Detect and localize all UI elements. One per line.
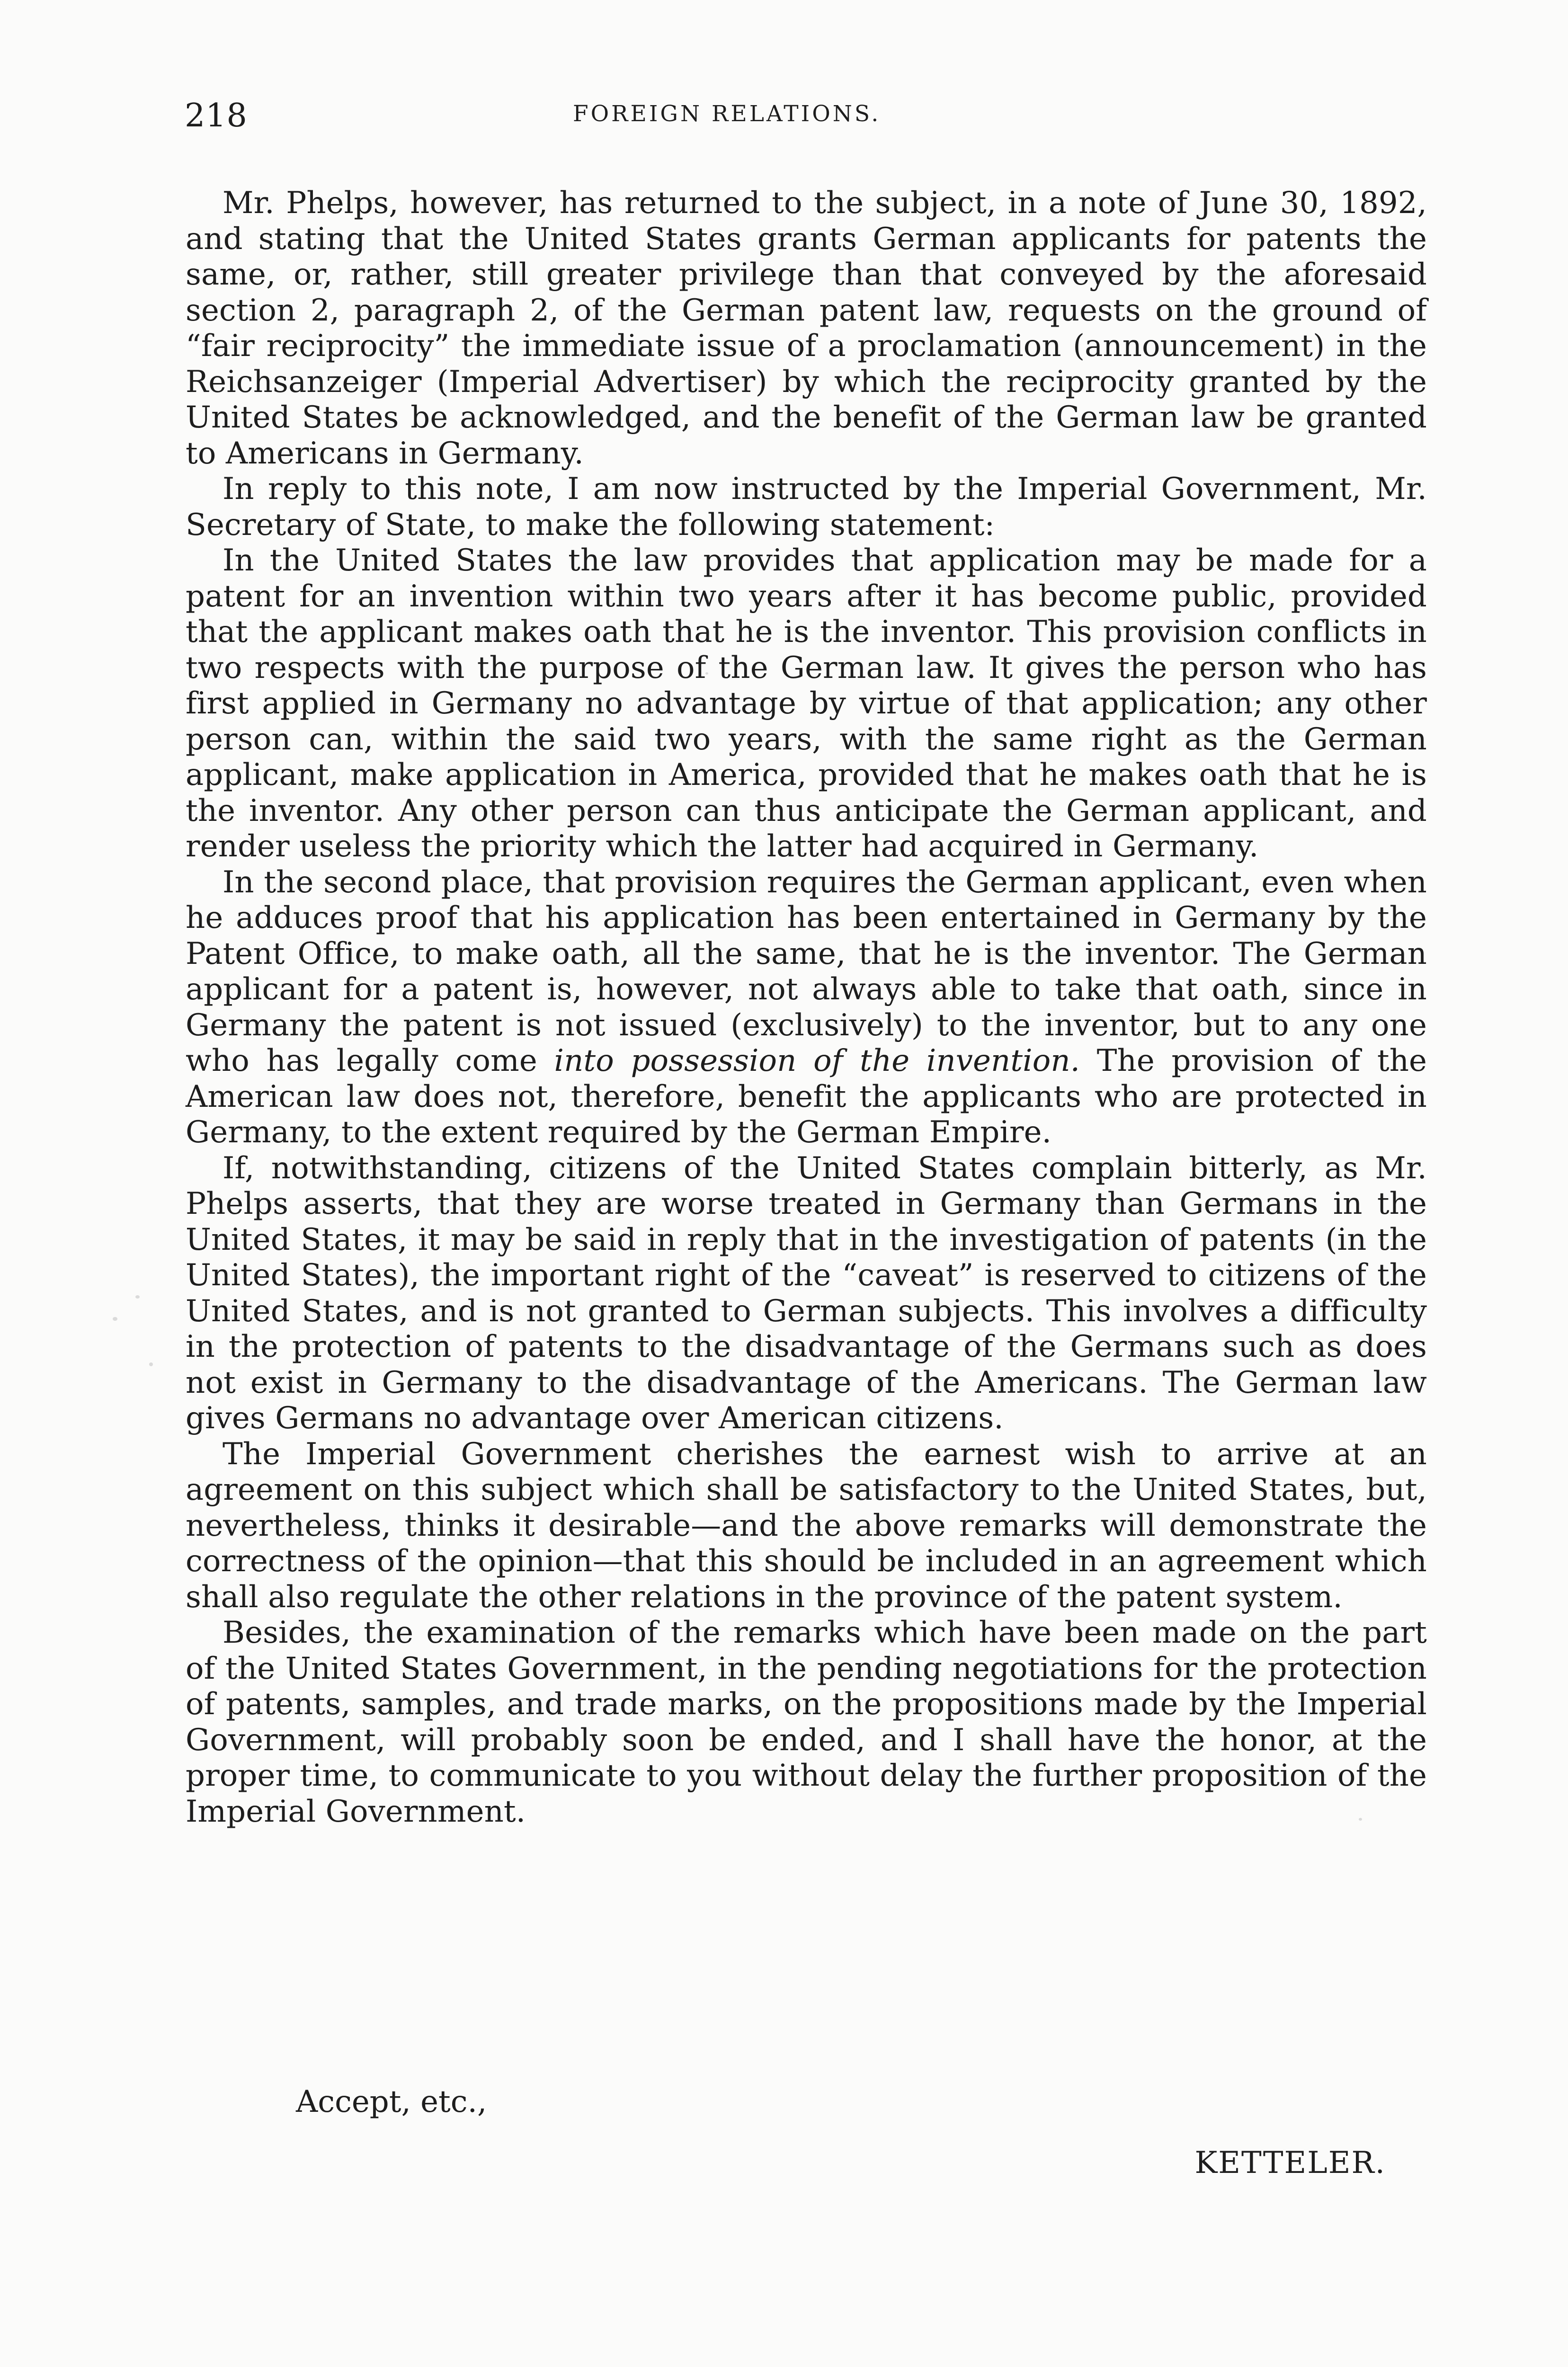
letter-body	[186, 186, 1427, 1830]
paragraph-reply-instruction: In reply to this note, I am now instructed by the Imperial Government, Mr. Secretary of State, to make the following statement:	[186, 472, 1427, 543]
paragraph-second-place-continuation: The provision of the American law does not, therefore, benefit the applicants who are protected in Germany, to the extent required by the German Empire.	[186, 1043, 1427, 1150]
paragraph-united-states-law: In the United States the law provides that application may be made for a patent for an invention within two years after it has become public, provided that the applicant makes oath that he is the inventor. This provision conflicts in two respects with the purpose of the German law. It gives the person who has first applied in Germany no advantage by virtue of that application; any other person can, within the said two years, with the same right as the German applicant, make application in America, provided that he makes oath that he is the inventor. Any other person can thus anticipate the German applicant, and render useless the priority which the latter had acquired in Germany.	[186, 543, 1427, 864]
scan-speckle	[113, 1317, 117, 1321]
paragraph-phelps-note: Mr. Phelps, however, has returned to the subject, in a note of June 30, 1892, and stating that the United States grants German applicants for patents the same, or, rather, still greater privilege than that conveyed by the aforesaid section 2, paragraph 2, of the German patent law, requests on the ground of “fair reciprocity” the immediate issue of a proclamation (announcement) in the Reichsanzeiger (Imperial Advertiser) by which the reciprocity granted by the United States be acknowledged, and the benefit of the German law be granted to Americans in Germany.	[186, 186, 1427, 471]
signature: KETTELER.	[1194, 2145, 1386, 2180]
paragraph-second-place-text: In the second place, that provision requires the German applicant, even when he adduces proof that his application has been entertained in Germany by the Patent Office, to make oath, all the same, that he is the inventor. The German applicant for a patent is, however, not always able to take that oath, since in Germany the patent is not issued (exclusively) to the inventor, but to any one who has legally come	[186, 864, 1427, 1078]
italic-possession-phrase: into possession of the invention.	[554, 1043, 1080, 1078]
scan-speckle	[149, 1362, 153, 1366]
paragraph-negotiations: Besides, the examination of the remarks which have been made on the part of the United States Government, in the pending negotiations for the protection of patents, samples, and trade marks, on the propositions made by the Imperial Government, will probably soon be ended, and I shall have the honor, at the proper time, to communicate to you without delay the further proposition of the Imperial Government.	[186, 1615, 1427, 1829]
scan-speckle	[705, 672, 708, 675]
page-number: 218	[185, 97, 248, 134]
closing-line: Accept, etc.,	[296, 2084, 487, 2119]
paragraph-second-place	[186, 865, 1427, 1151]
paragraph-agreement-wish: The Imperial Government cherishes the earnest wish to arrive at an agreement on this subject which shall be satisfactory to the United States, but, nevertheless, thinks it desirable—and the above remarks will demonstrate the correctness of the opinion—that this should be included in an agreement which shall also regulate the other relations in the province of the patent system.	[186, 1436, 1427, 1615]
scan-speckle	[135, 1295, 140, 1299]
page-header	[185, 97, 1427, 140]
paragraph-caveat: If, notwithstanding, citizens of the United States complain bitterly, as Mr. Phelps asserts, that they are worse treated in Germany than Germans in the United States, it may be said in reply that in the investigation of patents (in the United States), the important right of the “caveat” is reserved to citizens of the United States, and is not granted to German subjects. This involves a difficulty in the protection of patents to the disadvantage of the Germans such as does not exist in Germany to the disadvantage of the Americans. The German law gives Germans no advantage over American citizens.	[186, 1150, 1427, 1436]
scan-speckle	[1359, 1818, 1362, 1821]
running-head: FOREIGN RELATIONS.	[573, 101, 881, 127]
